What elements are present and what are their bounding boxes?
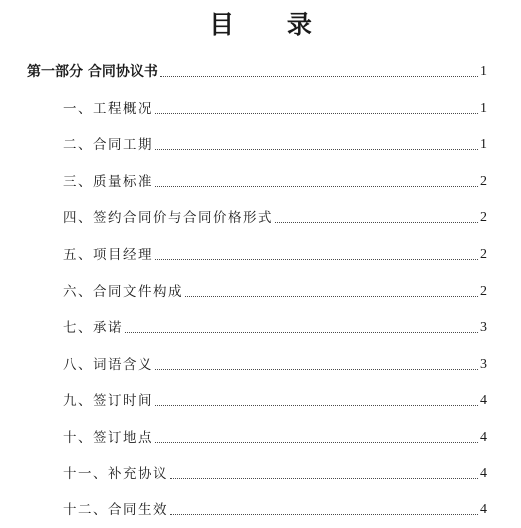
toc-item-label: 七、承诺 — [63, 320, 123, 336]
toc-part-label: 第一部分 合同协议书 — [27, 64, 158, 80]
toc-item-label: 一、工程概况 — [63, 101, 153, 117]
toc-leader — [155, 258, 478, 260]
toc-item-label: 八、词语含义 — [63, 357, 153, 373]
toc-item-7[interactable] — [63, 318, 487, 338]
toc-item-label: 四、签约合同价与合同价格形式 — [63, 210, 273, 226]
toc-leader — [170, 477, 478, 479]
toc-item-6[interactable] — [63, 282, 487, 302]
toc-page-number: 4 — [480, 393, 487, 408]
toc-page-number: 4 — [480, 466, 487, 481]
toc-leader — [155, 112, 478, 114]
toc-item-5[interactable] — [63, 245, 487, 265]
toc-leader — [170, 513, 478, 515]
toc-leader — [155, 368, 478, 370]
toc-page-number: 3 — [480, 320, 487, 335]
toc-part-1[interactable] — [27, 62, 487, 82]
toc-item-label: 二、合同工期 — [63, 137, 153, 153]
toc-item-label: 九、签订时间 — [63, 393, 153, 409]
toc-leader — [160, 75, 478, 77]
toc-item-10[interactable] — [63, 428, 487, 448]
toc-page-number: 4 — [480, 430, 487, 445]
toc-item-label: 六、合同文件构成 — [63, 284, 183, 300]
toc-leader — [125, 331, 478, 333]
page-title: 目 录 — [209, 10, 334, 39]
toc-page-number: 1 — [480, 64, 487, 79]
toc-page-number: 2 — [480, 284, 487, 299]
toc-page-number: 1 — [480, 137, 487, 152]
toc-leader — [155, 404, 478, 406]
toc-page-number: 4 — [480, 502, 487, 517]
toc-page-number: 3 — [480, 357, 487, 372]
toc-page-number: 2 — [480, 210, 487, 225]
toc-page-number: 2 — [480, 247, 487, 262]
toc-item-9[interactable] — [63, 391, 487, 411]
toc-item-label: 十、签订地点 — [63, 430, 153, 446]
toc-leader — [155, 185, 478, 187]
toc-item-4[interactable] — [63, 208, 487, 228]
toc-item-12[interactable] — [63, 500, 487, 520]
toc-item-3[interactable] — [63, 172, 487, 192]
toc-page-number: 2 — [480, 174, 487, 189]
toc-item-11[interactable] — [63, 464, 487, 484]
toc-item-2[interactable] — [63, 135, 487, 155]
toc-item-label: 三、质量标准 — [63, 174, 153, 190]
toc-item-1[interactable] — [63, 99, 487, 119]
toc-page-number: 1 — [480, 101, 487, 116]
toc-item-label: 十二、合同生效 — [63, 502, 168, 518]
toc-leader — [275, 221, 478, 223]
toc-item-8[interactable] — [63, 355, 487, 375]
toc-leader — [155, 441, 478, 443]
toc-leader — [185, 295, 478, 297]
toc-leader — [155, 148, 478, 150]
toc-item-label: 十一、补充协议 — [63, 466, 168, 482]
toc-item-label: 五、项目经理 — [63, 247, 153, 263]
